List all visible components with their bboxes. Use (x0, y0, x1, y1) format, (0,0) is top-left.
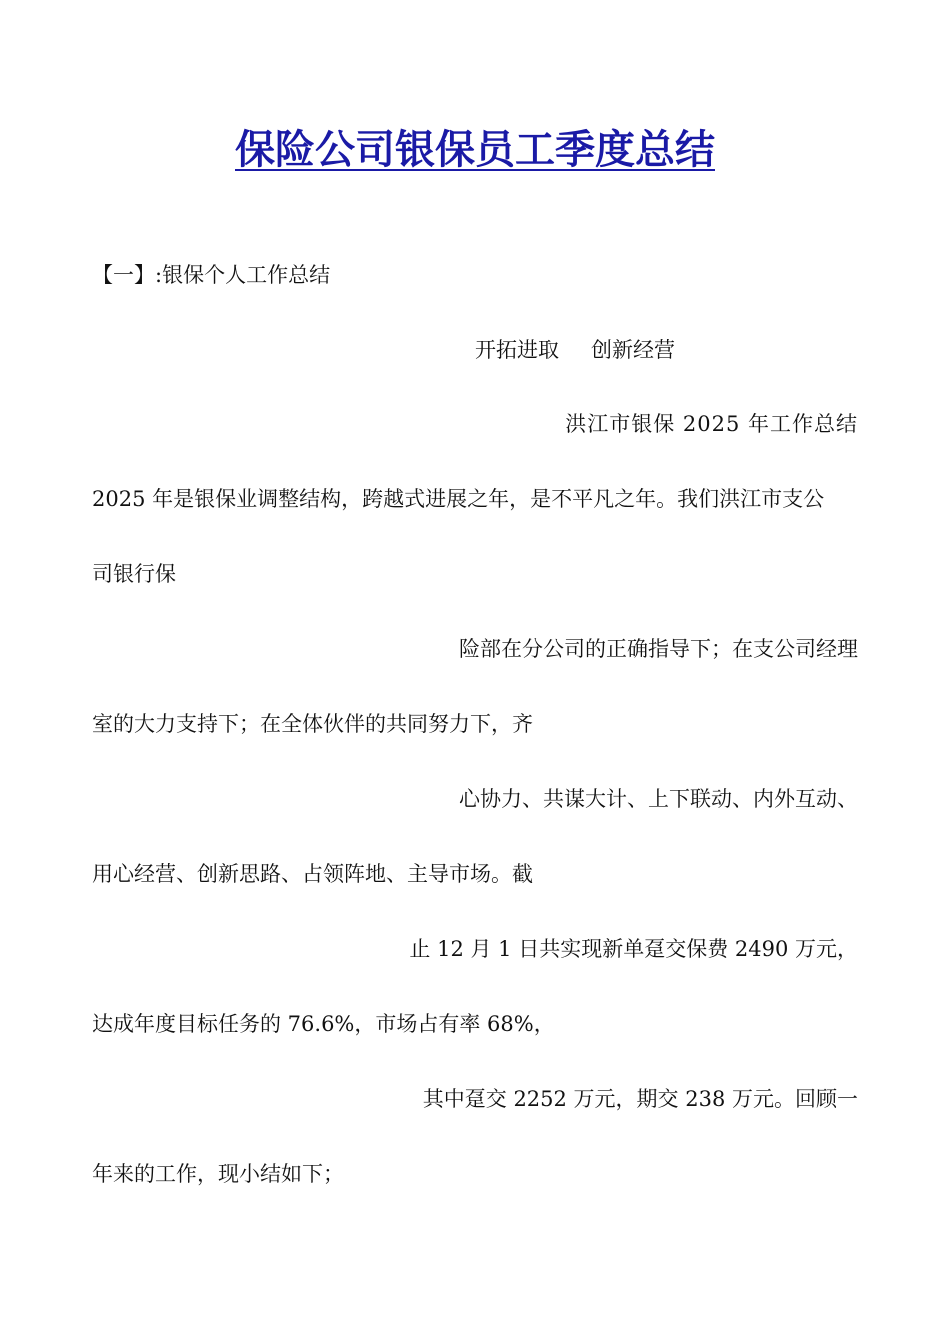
body-line: 止 12 月 1 日共实现新单趸交保费 2490 万元， (409, 937, 858, 961)
body-line: 司银行保 (92, 562, 176, 586)
document-subtitle: 洪江市银保 2025 年工作总结 (565, 412, 858, 436)
body-line: 年来的工作，现小结如下； (92, 1162, 344, 1186)
body-line: 心协力、共谋大计、上下联动、内外互动、 (459, 787, 858, 811)
body-line: 室的大力支持下；在全体伙伴的共同努力下，齐 (92, 712, 533, 736)
body-line: 达成年度目标任务的 76.6%，市场占有率 68%， (92, 1012, 555, 1036)
body-line: 用心经营、创新思路、占领阵地、主导市场。截 (92, 862, 533, 886)
section-heading: 【一】:银保个人工作总结 (92, 263, 331, 287)
body-line: 2025 年是银保业调整结构，跨越式进展之年，是不平凡之年。我们洪江市支公 (92, 487, 825, 511)
document-title: 保险公司银保员工季度总结 (235, 126, 715, 173)
motto (475, 335, 675, 365)
motto-part-2: 创新经营 (591, 338, 675, 362)
motto-part-1: 开拓进取 (475, 338, 559, 362)
body-line: 其中趸交 2252 万元，期交 238 万元。回顾一 (422, 1087, 858, 1111)
body-line: 险部在分公司的正确指导下；在支公司经理 (459, 637, 858, 661)
